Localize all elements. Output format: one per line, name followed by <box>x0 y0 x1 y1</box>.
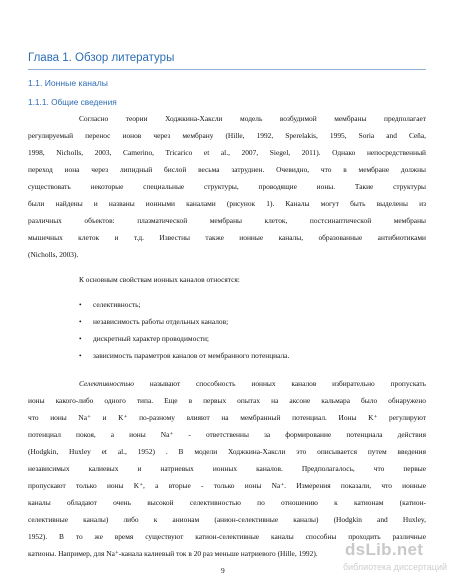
paragraph2-line: ионы какого-либо одного типа. Еще в первых опытах на аксоне кальмара было обнаружено <box>28 396 426 405</box>
properties-item: дискретный характер проводимости; <box>93 334 209 343</box>
bullet-icon: • <box>79 351 82 360</box>
paragraph1-line: переход иона через липидный бислой весьма затруднен. Очевидно, что в мембране должны <box>28 165 426 174</box>
bullet-icon: • <box>79 317 82 326</box>
section-title: 1.1. Ионные каналы <box>28 78 108 88</box>
watermark-brand: dsLib.net <box>345 540 424 559</box>
paragraph2-line <box>79 379 426 388</box>
subsection-title: 1.1.1. Общие сведения <box>28 97 117 107</box>
properties-item: зависимость параметров каналов от мембранного потенциала. <box>93 351 290 360</box>
paragraph1-line: различных объектов: плазматической мембраны клеток, постсинаптической мембраны <box>28 216 426 225</box>
properties-item: селективность; <box>93 300 141 309</box>
paragraph1-line: Согласно теории Ходжкина-Хаксли модель возбудимой мембраны предполагает <box>79 114 426 123</box>
properties-intro: К основным свойствам ионных каналов относятся: <box>79 275 240 284</box>
paragraph2-line: независимых калиевых и натриевых ионных каналов. Предполагалось, что первые <box>28 464 426 473</box>
chapter-underline <box>28 69 426 70</box>
paragraph1-line: (Nicholls, 2003). <box>28 250 79 259</box>
paragraph2-line: каналы обладают очень высокой селективностью по отношению к катионам (катион- <box>28 498 426 507</box>
paragraph1-line: мышечных клеток и т.д. Известны также ионные каналы, образованные антибиотиками <box>28 233 426 242</box>
watermark-subtitle: библиотека диссертаций <box>343 562 448 572</box>
paragraph2-line: потенциал покоя, а ионы Na⁺ - ответственны за формирование потенциала действия <box>28 430 426 439</box>
paragraph2-line: что ионы Na⁺ и K⁺ по-разному влияют на мембранный потенциал. Ионы K⁺ регулируют <box>28 413 426 422</box>
paragraph1-line: регулируемый перенос ионов через мембрану (Hille, 1992, Sperelakis, 1995, Soria and Ceña, <box>28 131 426 140</box>
chapter-title: Глава 1. Обзор литературы <box>28 52 175 64</box>
paragraph2-line: 1952). В то же время существуют катион-селективные каналы способны проходить различные <box>28 532 426 541</box>
paragraph2-text: называют способность ионных каналов избирательно пропускать <box>133 379 426 388</box>
paragraph2-line: селективные каналы) либо к анионам (анион-селективные каналы) (Hodgkin and Huxley, <box>28 515 426 524</box>
page-number: 9 <box>221 566 225 575</box>
bullet-icon: • <box>79 300 82 309</box>
paragraph2-line: (Hodgkin, Huxley et al., 1952) . В модели Ходжкина-Хаксли это описывается путем введения <box>28 447 426 456</box>
paragraph1-line: были найдены и названы ионными каналами (рисунок 1). Каналы могут быть выделены из <box>28 199 426 208</box>
paragraph1-line: существовать некоторые специальные структуры, проводящие ионы. Такие структуры <box>28 182 426 191</box>
paragraph2-line: катионы. Например, для Na⁺-канала калиевый ток в 20 раз меньше натриевого (Hille, 1992). <box>28 549 318 558</box>
bullet-icon: • <box>79 334 82 343</box>
watermark-logo <box>343 540 448 572</box>
paragraph2-line: пропускают только ионы K⁺, а вторые - только ионы Na⁺. Измерения показали, что ионные <box>28 481 426 490</box>
paragraph1-line: 1998, Nicholls, 2003, Camerino, Tricarico et al., 2007, Siegel, 2011). Однако непосредственный <box>28 148 426 157</box>
properties-item: независимость работы отдельных каналов; <box>93 317 229 326</box>
selectivity-term: Селективностью <box>79 379 134 388</box>
